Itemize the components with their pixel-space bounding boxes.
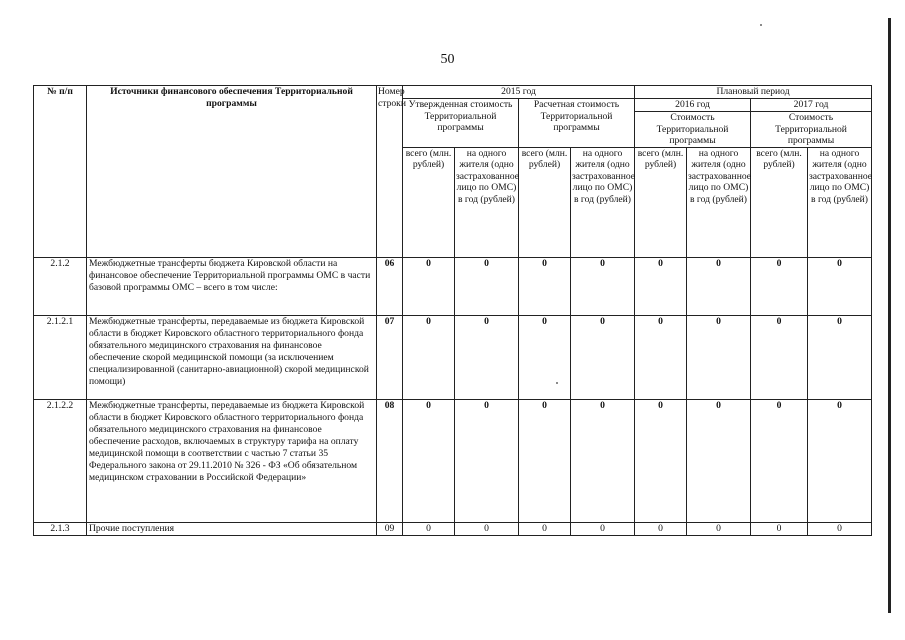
header-total: всего (млн. рублей) bbox=[519, 147, 571, 257]
cell-value: 0 bbox=[751, 522, 808, 535]
cell-value: 0 bbox=[751, 257, 808, 315]
row-source: Межбюджетные трансферты, передаваемые из бюджета Кировской области в бюджет Кировского областного территориального фонда обязательного медицинского страхования на финансовое обеспечение расходов, включаемых в структуру тарифа на оплату медицинской помощи в соответствии с частью 7 статьи 35 Федерального закона от 29.11.2010 № 326 - ФЗ «Об обязательном медицинском страховании в Российской Федерации» bbox=[87, 399, 377, 522]
cell-value: 0 bbox=[687, 399, 751, 522]
header-total-2017: всего (млн. рублей) bbox=[751, 147, 808, 257]
header-year-2015: 2015 год bbox=[403, 86, 635, 99]
header-cost-2017: Стоимость Территориальной программы bbox=[751, 112, 872, 148]
cell-value: 0 bbox=[687, 315, 751, 399]
cell-value: 0 bbox=[808, 522, 872, 535]
cell-value: 0 bbox=[635, 399, 687, 522]
header-source: Источники финансового обеспечения Территориальной программы bbox=[87, 86, 377, 258]
cell-value: 0 bbox=[635, 257, 687, 315]
row-number: 2.1.2.2 bbox=[34, 399, 87, 522]
table-row bbox=[34, 399, 872, 522]
cell-value: 0 bbox=[455, 399, 519, 522]
header-planned-period: Плановый период bbox=[635, 86, 872, 99]
header-estimated-cost: Расчетная стоимость Территориальной программы bbox=[519, 99, 635, 148]
cell-value: 0 bbox=[403, 315, 455, 399]
row-number: 2.1.2.1 bbox=[34, 315, 87, 399]
row-line-number: 06 bbox=[377, 257, 403, 315]
header-cost-2016: Стоимость Территориальной программы bbox=[635, 112, 751, 148]
cell-value: 0 bbox=[571, 257, 635, 315]
cell-value: 0 bbox=[571, 399, 635, 522]
header-year-2017: 2017 год bbox=[751, 99, 872, 112]
header-total: всего (млн. рублей) bbox=[403, 147, 455, 257]
header-total: всего (млн. рублей) bbox=[635, 147, 687, 257]
cell-value: 0 bbox=[635, 315, 687, 399]
row-number: 2.1.3 bbox=[34, 522, 87, 535]
header-approved-cost: Утвержденная стоимость Территориальной программы bbox=[403, 99, 519, 148]
cell-value: 0 bbox=[635, 522, 687, 535]
scan-edge-shadow bbox=[888, 18, 891, 613]
row-source: Межбюджетные трансферты, передаваемые из бюджета Кировской области в бюджет Кировского областного территориального фонда обязательного медицинского страхования на финансовое обеспечение скорой медицинской помощи (за исключением специализированной (санитарно-авиационной) скорой медицинской помощи) bbox=[87, 315, 377, 399]
cell-value: 0 bbox=[751, 315, 808, 399]
cell-value: 0 bbox=[403, 399, 455, 522]
cell-value: 0 bbox=[403, 257, 455, 315]
table-row bbox=[34, 522, 872, 535]
scan-speck bbox=[760, 24, 762, 26]
table-row bbox=[34, 257, 872, 315]
row-line-number: 08 bbox=[377, 399, 403, 522]
cell-value: 0 bbox=[808, 399, 872, 522]
cell-value: 0 bbox=[519, 399, 571, 522]
cell-value: 0 bbox=[519, 257, 571, 315]
row-source: Межбюджетные трансферты бюджета Кировской области на финансовое обеспечение Территориальной программы ОМС в части базовой программы ОМС – всего в том числе: bbox=[87, 257, 377, 315]
cell-value: 0 bbox=[455, 315, 519, 399]
header-per-capita: на одного жителя (одно застрахованное лицо по ОМС) в год (рублей) bbox=[571, 147, 635, 257]
header-per-capita: на одного жителя (одно застрахованное лицо по ОМС) в год (рублей) bbox=[687, 147, 751, 257]
cell-value: 0 bbox=[808, 257, 872, 315]
page-number: 50 bbox=[440, 52, 455, 67]
cell-value: 0 bbox=[455, 257, 519, 315]
row-source: Прочие поступления bbox=[87, 522, 377, 535]
cell-value: 0 bbox=[455, 522, 519, 535]
header-year-2016: 2016 год bbox=[635, 99, 751, 112]
cell-value: 0 bbox=[403, 522, 455, 535]
cell-value: 0 bbox=[571, 522, 635, 535]
row-line-number: 07 bbox=[377, 315, 403, 399]
cell-value: 0 bbox=[687, 257, 751, 315]
cell-value: 0 bbox=[687, 522, 751, 535]
cell-value: 0 bbox=[519, 315, 571, 399]
table-row bbox=[34, 315, 872, 399]
cell-value: 0 bbox=[808, 315, 872, 399]
header-per-capita: на одного жителя (одно застрахованное лицо по ОМС) в год (рублей) bbox=[455, 147, 519, 257]
cell-value: 0 bbox=[519, 522, 571, 535]
header-number: № п/п bbox=[34, 86, 87, 258]
header-per-capita-2017: на одного жителя (одно застрахованное лицо по ОМС) в год (рублей) bbox=[808, 147, 872, 257]
cell-value: 0 bbox=[571, 315, 635, 399]
row-number: 2.1.2 bbox=[34, 257, 87, 315]
cell-value: 0 bbox=[751, 399, 808, 522]
financing-table bbox=[33, 85, 872, 536]
row-line-number: 09 bbox=[377, 522, 403, 535]
header-row-number: Номер строки bbox=[377, 86, 403, 258]
